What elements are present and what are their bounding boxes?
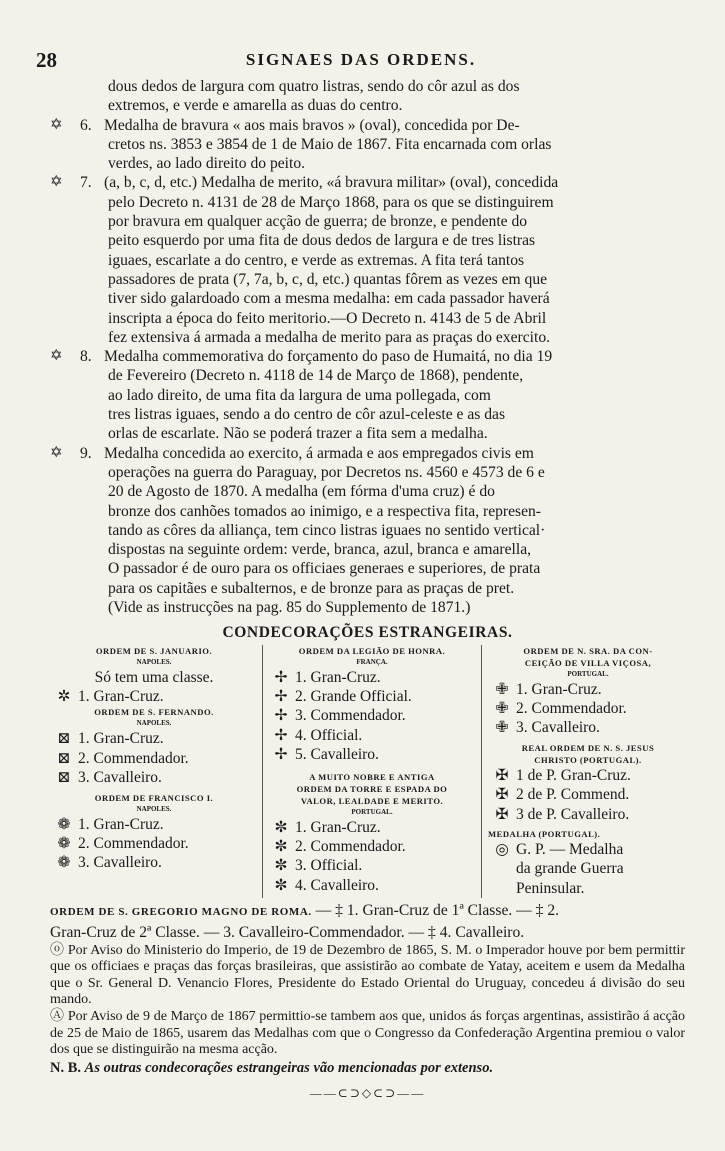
grade-row <box>267 706 477 725</box>
page-title: SIGNAES DAS ORDENS. <box>245 50 477 69</box>
grade-label: 1. Gran-Cruz. <box>295 818 381 836</box>
order-heading: ORDEM DA TORRE E ESPADA DO <box>296 783 448 794</box>
text-line: tando as côres da alliança, tem cinco listras iguaes no sentido vertical· <box>108 521 546 539</box>
grade-label: 1 de P. Gran-Cruz. <box>516 766 631 784</box>
column-portugal <box>482 645 688 899</box>
grade-row <box>267 687 477 706</box>
grade-label: 1. Gran-Cruz. <box>295 668 381 686</box>
text-line: tres listras iguaes, sendo a do centro de côr azul-celeste e as das <box>108 406 506 424</box>
grade-row <box>50 853 258 872</box>
text-line: fez extensiva á armada a medalha de merito para as praças do exercito. <box>108 328 551 346</box>
foreign-decorations-title: CONDECORAÇÕES ESTRANGEIRAS. <box>222 624 513 642</box>
nb-note <box>50 1059 685 1078</box>
grade-label: 4. Cavalleiro. <box>295 876 379 894</box>
text-line: Medalha commemorativa do forçamento do paso de Humaitá, no dia 19 <box>104 348 553 366</box>
text-line: orlas de escarlate. Não se poderá trazer a fita sem a medalha. <box>108 425 488 443</box>
order-heading: CHRISTO (PORTUGAL). <box>534 754 642 765</box>
grade-label: 2 de P. Commend. <box>516 786 630 804</box>
grade-row <box>267 745 477 764</box>
grade-row <box>488 785 688 804</box>
grade-list <box>488 766 688 824</box>
gregorio-line <box>50 901 685 922</box>
page-number: 28 <box>36 48 57 72</box>
order-heading: A MUITO NOBRE E ANTIGA <box>309 771 435 782</box>
grade-row <box>50 815 258 834</box>
text-line: inscripta a época do feito meritorio.—O Decreto n. 4143 de 5 de Abril <box>108 309 547 327</box>
item-number: 8. <box>80 348 92 366</box>
footnote <box>50 1009 685 1058</box>
grade-row <box>50 834 258 853</box>
order-country: NAPOLES. <box>136 657 172 666</box>
star-icon: ✡ <box>50 444 63 461</box>
order-heading: ORDEM DE S. FERNANDO. <box>94 707 214 718</box>
footnote <box>50 943 685 1009</box>
star-icon: ✡ <box>50 116 63 133</box>
order-heading: VALOR, LEALDADE E MERITO. <box>300 795 444 806</box>
grade-label: 2. Commendador. <box>295 838 406 856</box>
grade-row <box>267 726 477 745</box>
order-insignia-icon: ✢ <box>274 668 288 686</box>
star-icon: ✡ <box>50 348 63 365</box>
medal-label: Peninsular. <box>516 879 585 897</box>
note-text: Por Aviso do Ministerio do Imperio, de 19 de Dezembro de 1865, S. M. o Imperador houve por bem permittir que os officiaes e praças das forças brasileiras, que assistirão ao combate de Yatay, aceitem e usem da Medalha que o Sr. General D. Venancio Flores, Presidente do Estado Oriental do Uruguay, concedeu á divisão do seu mando. <box>50 942 686 1008</box>
order-insignia-icon: ⊠ <box>57 749 71 767</box>
column-naples <box>50 645 263 899</box>
star-icon: ✡ <box>50 174 63 191</box>
order-insignia-icon: ✢ <box>274 746 288 764</box>
page-header <box>36 48 686 72</box>
notes <box>50 943 685 1059</box>
grade-row <box>488 805 688 824</box>
grade-label: 3. Commendador. <box>295 707 406 725</box>
grade-label: 1. Gran-Cruz. <box>78 688 164 706</box>
grade-row <box>488 699 688 718</box>
text-line: dous dedos de largura com quatro listras, sendo do côr azul as dos <box>108 78 520 95</box>
medal-item <box>50 444 685 618</box>
order-insignia-icon: ⊠ <box>57 769 71 787</box>
grade-label: 1. Gran-Cruz. <box>78 730 164 748</box>
gregorio-grades: — ‡ 1. Gran-Cruz de 1ª Classe. — ‡ 2. <box>311 902 560 920</box>
grade-label: 3. Cavalleiro. <box>78 854 162 872</box>
grade-label: 2. Commendador. <box>78 749 189 767</box>
text-line: extremos, e verde e amarella as duas do centro. <box>108 97 403 115</box>
intro-paragraph <box>50 77 685 116</box>
grade-label: 1. Gran-Cruz. <box>516 680 602 698</box>
medal-item <box>50 173 685 347</box>
grade-row <box>50 687 258 706</box>
medal-row <box>488 840 688 859</box>
text-line: verdes, ao lado direito do peito. <box>108 155 306 173</box>
grade-label: 3. Cavalleiro. <box>78 769 162 787</box>
item-number: 7. <box>80 174 92 192</box>
grade-row <box>50 729 258 748</box>
order-heading: ORDEM DE S. JANUARIO. <box>95 645 213 656</box>
item-number: 6. <box>80 116 92 134</box>
grade-list <box>267 668 477 765</box>
order-insignia-icon: ✢ <box>274 688 288 706</box>
text-line: tiver sido galardoado com a mesma medalha: em cada passador haverá <box>108 290 550 308</box>
grade-row <box>50 768 258 787</box>
text-line: 20 de Agosto de 1870. A medalha (em fórma d'uma cruz) é do <box>108 483 495 501</box>
order-country: PORTUGAL. <box>567 669 609 678</box>
gregorio-line: Gran-Cruz de 2ª Classe. — 3. Cavalleiro-Commendador. — ‡ 4. Cavalleiro. <box>50 923 525 941</box>
grade-label: 4. Official. <box>295 726 363 744</box>
order-insignia-icon: ✢ <box>274 726 288 744</box>
order-insignia-icon: ✙ <box>495 700 509 718</box>
foreign-columns <box>50 645 685 899</box>
text-line: pelo Decreto n. 4131 de 28 de Março 1868, para os que se distinguirem <box>108 193 554 211</box>
grade-label: 3. Official. <box>295 857 363 875</box>
text-line: bronze dos canhões tomados ao inimigo, e a respectiva fita, represen- <box>108 502 542 520</box>
order-insignia-icon: ✠ <box>495 786 509 804</box>
text-line: passadores de prata (7, 7a, b, c, d, etc.) quantas fôrem as vezes em que <box>108 270 548 288</box>
grade-list <box>50 687 258 706</box>
grade-list <box>50 729 258 787</box>
grade-row <box>267 856 477 875</box>
text-line: Medalha concedida ao exercito, á armada e aos empregados civis em <box>104 444 534 462</box>
order-country: NAPOLES. <box>136 804 172 813</box>
text-line: (Vide as instrucções na pag. 85 do Supplemento de 1871.) <box>108 599 471 617</box>
order-heading: CEIÇÃO DE VILLA VIÇOSA, <box>524 657 652 668</box>
text-line: Medalha de bravura « aos mais bravos » (oval), concedida por De- <box>104 116 520 134</box>
order-insignia-icon: ✠ <box>495 766 509 784</box>
grade-row <box>267 668 477 687</box>
order-insignia-icon: ✼ <box>274 818 288 836</box>
text-line: peito esquerdo por uma fita de dous dedos de largura e de tres listras <box>108 232 536 250</box>
medal-item <box>50 116 685 174</box>
page-body <box>50 77 685 1103</box>
order-insignia-icon: ✲ <box>57 688 71 706</box>
gregorio-heading: ORDEM DE S. GREGORIO MAGNO DE ROMA. <box>50 906 312 919</box>
medal-icon: ◎ <box>495 841 509 859</box>
order-country: PORTUGAL. <box>351 807 393 816</box>
order-insignia-icon: ❁ <box>57 835 71 853</box>
grade-row <box>267 876 477 895</box>
grade-label: 1. Gran-Cruz. <box>78 815 164 833</box>
nb-text: As outras condecorações estrangeiras vão mencionadas por extenso. <box>84 1059 494 1076</box>
grade-label: 2. Commendador. <box>516 700 627 718</box>
grade-list <box>50 815 258 873</box>
ornament-rule: ——⊂⊃◇⊂⊃—— <box>309 1086 426 1100</box>
column-france-portugal <box>263 645 482 899</box>
order-insignia-icon: ⊠ <box>57 730 71 748</box>
grade-row <box>267 818 477 837</box>
order-country: FRANÇA. <box>356 657 388 666</box>
grade-list <box>488 680 688 738</box>
text-line: ao lado direito, de uma fita da largura de uma pollegada, com <box>108 386 491 404</box>
text-line: iguaes, escarlate a do centro, e verde as extremas. A fita terá tantos <box>108 251 525 269</box>
text-line: para os capitães e subalternos, e de bronze para as praças de pret. <box>108 579 515 597</box>
order-insignia-icon: ❁ <box>57 815 71 833</box>
grade-list <box>267 818 477 896</box>
order-country: NAPOLES. <box>136 719 172 728</box>
order-heading: ORDEM DE N. SRA. DA CON- <box>523 645 653 656</box>
text-line: (a, b, c, d, etc.) Medalha de merito, «á bravura militar» (oval), concedida <box>104 174 559 192</box>
medal-item <box>50 347 685 443</box>
grade-label: 2. Commendador. <box>78 835 189 853</box>
order-insignia-icon: ✙ <box>495 719 509 737</box>
text-line: O passador é de ouro para os officiaes generaes e superiores, de prata <box>108 560 541 578</box>
order-insignia-icon: ✙ <box>495 680 509 698</box>
nb-label: N. B. <box>50 1059 82 1076</box>
grade-label: 3. Cavalleiro. <box>516 719 600 737</box>
order-insignia-icon: ✼ <box>274 857 288 875</box>
order-insignia-icon: ✼ <box>274 876 288 894</box>
text-line: de Fevereiro (Decreto n. 4118 de 14 de Março de 1868), pendente, <box>108 367 524 385</box>
grade-row <box>267 837 477 856</box>
order-heading: MEDALHA (PORTUGAL). <box>488 829 601 840</box>
grade-row <box>50 749 258 768</box>
single-class-note: Só tem uma classe. <box>94 668 214 686</box>
text-line: cretos ns. 3853 e 3854 de 1 de Maio de 1867. Fita encarnada com orlas <box>108 135 552 153</box>
grade-row <box>488 766 688 785</box>
medal-items <box>50 116 685 618</box>
text-line: operações na guerra do Paraguay, por Decretos ns. 4560 e 4573 de 6 e <box>108 463 545 481</box>
order-insignia-icon: ❁ <box>57 854 71 872</box>
grade-label: 2. Grande Official. <box>295 688 412 706</box>
medal-label: da grande Guerra <box>516 860 624 878</box>
note-text: Por Aviso de 9 de Março de 1867 permittio-se tambem aos que, unidos ás forças argentinas, assistirão á acção de 25 de Maio de 1865, usarem das Medalhas com que o Congresso da Confederação Argentina premiou o valor dos que se distinguirão na mesma acção. <box>50 1009 686 1058</box>
note-symbol-icon: ⓞ <box>50 942 65 958</box>
grade-row <box>488 680 688 699</box>
grade-label: 5. Cavalleiro. <box>295 746 379 764</box>
order-heading: REAL ORDEM DE N. S. JESUS <box>521 742 655 753</box>
order-insignia-icon: ✠ <box>495 805 509 823</box>
order-heading: ORDEM DA LEGIÃO DE HONRA. <box>298 645 446 656</box>
text-line: por bravura em qualquer acção de guerra; de bronze, e pendente do <box>108 213 528 231</box>
medal-label: G. P. — Medalha <box>516 841 624 859</box>
grade-label: 3 de P. Cavalleiro. <box>516 805 630 823</box>
note-symbol-icon: Ⓐ <box>50 1009 65 1025</box>
order-insignia-icon: ✢ <box>274 707 288 725</box>
grade-row <box>488 718 688 737</box>
text-line: dispostas na seguinte ordem: verde, branca, azul, branca e amarella, <box>108 541 532 559</box>
order-heading: ORDEM DE FRANCISCO I. <box>94 792 214 803</box>
item-number: 9. <box>80 444 92 462</box>
order-insignia-icon: ✼ <box>274 838 288 856</box>
